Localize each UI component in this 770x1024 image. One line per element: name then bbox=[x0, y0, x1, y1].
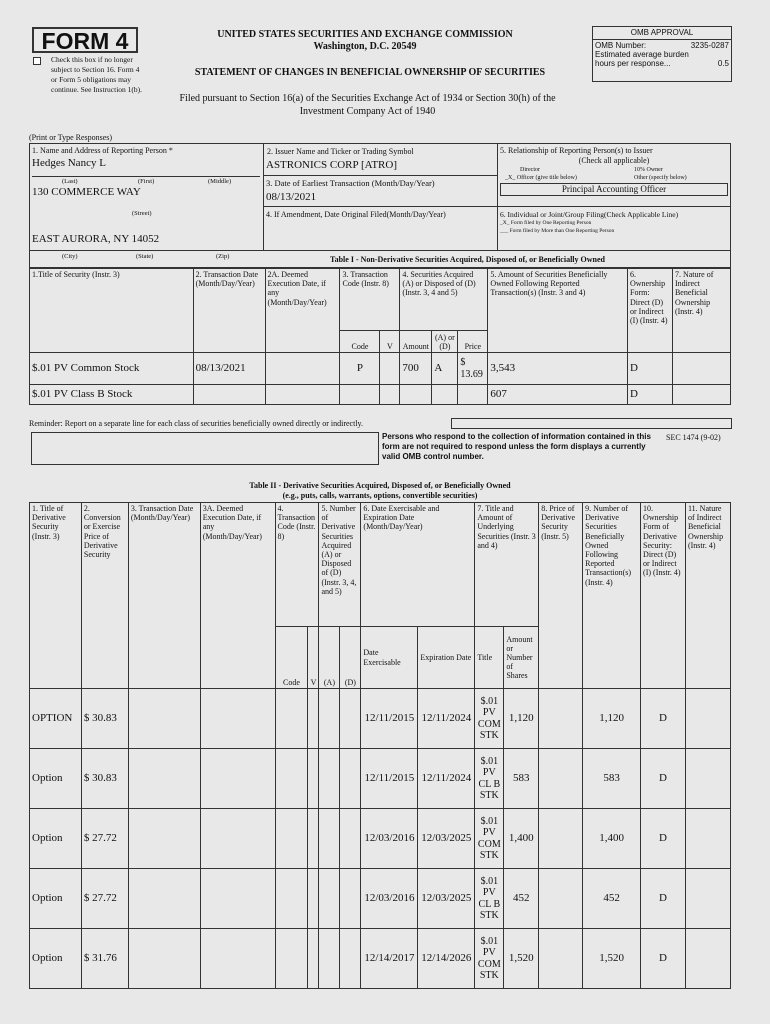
persons-notice: Persons who respond to the collection of information contained in this form are not required to respond unless the form displays a currently valid OMB control number. bbox=[382, 432, 651, 461]
officer-title: Principal Accounting Officer bbox=[500, 183, 728, 196]
divider bbox=[263, 206, 497, 207]
table-row bbox=[30, 749, 731, 809]
t1-v bbox=[380, 353, 400, 385]
table1-non-derivative bbox=[29, 268, 731, 405]
omb-number-label: OMB Number: bbox=[595, 41, 647, 50]
box5-label: 5. Relationship of Reporting Person(s) to Issuer bbox=[500, 146, 653, 155]
t2-form: D bbox=[641, 809, 686, 869]
t2-title: Option bbox=[30, 929, 82, 989]
box3-label: 3. Date of Earliest Transaction (Month/Day/Year) bbox=[266, 178, 435, 188]
t1-header-code: 3. Transaction Code (Instr. 8) bbox=[340, 269, 400, 331]
t1-price: $ 13.69 bbox=[458, 353, 488, 385]
table-row bbox=[30, 929, 731, 989]
zip-label: (Zip) bbox=[216, 253, 230, 260]
t2-expiration: 12/03/2025 bbox=[418, 869, 475, 929]
t2-header-deemed: 3A. Deemed Execution Date, if any (Month/Day/Year) bbox=[200, 503, 275, 689]
t1-title: $.01 PV Class B Stock bbox=[30, 385, 194, 405]
other-option[interactable]: Other (specify below) bbox=[634, 175, 687, 181]
t2-sub-expiration: Expiration Date bbox=[418, 627, 475, 689]
t1-sub-amount: Amount bbox=[400, 331, 432, 353]
t1-v bbox=[380, 385, 400, 405]
t1-sub-price: Price bbox=[458, 331, 488, 353]
box6-one-person[interactable]: _X_ Form filed by One Reporting Person bbox=[500, 220, 592, 226]
t2-form: D bbox=[641, 749, 686, 809]
reminder-left-box bbox=[31, 432, 379, 465]
t2-header-nature: 11. Nature of Indirect Beneficial Ownership (Instr. 4) bbox=[685, 503, 730, 689]
t2-header-deriv-price: 8. Price of Derivative Security (Instr. 5) bbox=[539, 503, 583, 689]
box4-label: 4. If Amendment, Date Original Filed(Month/Day/Year) bbox=[266, 210, 446, 219]
t2-underlying-title: $.01 PV COM STK bbox=[475, 689, 504, 749]
omb-hours: 0.5 bbox=[717, 59, 729, 68]
t2-underlying-title: $.01 PV COM STK bbox=[475, 929, 504, 989]
t2-owned: 1,400 bbox=[583, 809, 641, 869]
t1-form: D bbox=[628, 385, 673, 405]
t2-header-exercisable: 6. Date Exercisable and Expiration Date (Month/Day/Year) bbox=[361, 503, 475, 627]
omb-number-row bbox=[593, 40, 731, 50]
table-row bbox=[30, 869, 731, 929]
table2-subtitle: (e.g., puts, calls, warrants, options, convertible securities) bbox=[282, 491, 478, 500]
table-row bbox=[30, 689, 731, 749]
box6-label: 6. Individual or Joint/Group Filing(Check Applicable Line) bbox=[500, 210, 679, 219]
t1-deemed bbox=[265, 385, 340, 405]
ten-pct-owner-option[interactable]: 10% Owner bbox=[634, 167, 663, 173]
sec-code: SEC 1474 (9-02) bbox=[666, 433, 721, 442]
t1-owned: 607 bbox=[488, 385, 628, 405]
t1-deemed bbox=[265, 353, 340, 385]
t1-header-form: 6. Ownership Form: Direct (D) or Indirect (I) (Instr. 4) bbox=[628, 269, 673, 353]
state-label: (State) bbox=[136, 253, 154, 260]
form-title: FORM 4 bbox=[32, 27, 138, 53]
table1-title-row bbox=[29, 251, 731, 268]
first-label: (First) bbox=[138, 178, 155, 185]
omb-approval-box bbox=[592, 26, 732, 82]
reminder-right-box bbox=[451, 418, 732, 429]
box5-sub: (Check all applicable) bbox=[578, 156, 650, 165]
t2-underlying-amount: 1,520 bbox=[504, 929, 539, 989]
city-label: (City) bbox=[62, 253, 78, 260]
t2-underlying-amount: 583 bbox=[504, 749, 539, 809]
city-state-zip: EAST AURORA, NY 14052 bbox=[32, 233, 160, 245]
t2-price: $ 30.83 bbox=[81, 749, 128, 809]
divider bbox=[497, 143, 498, 251]
t2-form: D bbox=[641, 689, 686, 749]
t1-owned: 3,543 bbox=[488, 353, 628, 385]
t1-header-date: 2. Transaction Date (Month/Day/Year) bbox=[193, 269, 265, 353]
table1-title: Table I - Non-Derivative Securities Acquired, Disposed of, or Beneficially Owned bbox=[330, 255, 605, 264]
t2-price: $ 30.83 bbox=[81, 689, 128, 749]
t2-owned: 452 bbox=[583, 869, 641, 929]
t1-header-acquired: 4. Securities Acquired (A) or Disposed of (D) (Instr. 3, 4 and 5) bbox=[400, 269, 488, 331]
print-note: (Print or Type Responses) bbox=[29, 133, 113, 142]
t2-expiration: 12/11/2024 bbox=[418, 749, 475, 809]
t1-amount bbox=[400, 385, 432, 405]
t2-form: D bbox=[641, 869, 686, 929]
t2-title: Option bbox=[30, 869, 82, 929]
t1-amount: 700 bbox=[400, 353, 432, 385]
t2-header-title: 1. Title of Derivative Security (Instr. 3) bbox=[30, 503, 82, 689]
t2-date-exercisable: 12/14/2017 bbox=[361, 929, 418, 989]
t2-sub-amount-shares: Amount or Number of Shares bbox=[504, 627, 539, 689]
t1-nature bbox=[672, 353, 730, 385]
box1-label: 1. Name and Address of Reporting Person * bbox=[32, 146, 173, 155]
agency-location: Washington, D.C. 20549 bbox=[313, 41, 417, 52]
last-label: (Last) bbox=[62, 178, 78, 185]
table2-title: Table II - Derivative Securities Acquired, Disposed of, or Beneficially Owned bbox=[249, 481, 511, 490]
earliest-transaction-date: 08/13/2021 bbox=[266, 191, 317, 203]
t2-underlying-amount: 1,120 bbox=[504, 689, 539, 749]
no-longer-subject-checkbox[interactable] bbox=[33, 57, 41, 65]
t1-title: $.01 PV Common Stock bbox=[30, 353, 194, 385]
t2-header-code: 4. Transaction Code (Instr. 8) bbox=[275, 503, 319, 627]
t2-header-form: 10. Ownership Form of Derivative Security: Direct (D) or Indirect (I) (Instr. 4) bbox=[641, 503, 686, 689]
t2-title: Option bbox=[30, 809, 82, 869]
t1-price bbox=[458, 385, 488, 405]
table-row bbox=[30, 353, 731, 385]
t2-sub-a: (A) bbox=[319, 627, 340, 689]
t2-underlying-amount: 1,400 bbox=[504, 809, 539, 869]
agency-name: UNITED STATES SECURITIES AND EXCHANGE COMMISSION bbox=[217, 29, 513, 40]
t2-date-exercisable: 12/03/2016 bbox=[361, 869, 418, 929]
t2-price: $ 27.72 bbox=[81, 809, 128, 869]
t1-date: 08/13/2021 bbox=[193, 353, 265, 385]
street-address: 130 COMMERCE WAY bbox=[32, 186, 141, 198]
t1-nature bbox=[672, 385, 730, 405]
t2-date-exercisable: 12/11/2015 bbox=[361, 689, 418, 749]
table2-derivative bbox=[29, 502, 731, 989]
omb-burden-label: Estimated average burden bbox=[595, 50, 689, 59]
checkbox-note: Check this box if no longer subject to Section 16. Form 4 or Form 5 obligations may continue. See Instruction 1(b). bbox=[51, 55, 143, 94]
t2-header-number: 5. Number of Derivative Securities Acquired (A) or Disposed of (D) (Instr. 3, 4, and 5) bbox=[319, 503, 361, 627]
t2-date-exercisable: 12/03/2016 bbox=[361, 809, 418, 869]
box2-label: 2. Issuer Name and Ticker or Trading Symbol bbox=[267, 147, 414, 156]
divider bbox=[263, 143, 264, 251]
t2-expiration: 12/14/2026 bbox=[418, 929, 475, 989]
t2-sub-v: V bbox=[308, 627, 319, 689]
table-row bbox=[30, 809, 731, 869]
t2-expiration: 12/03/2025 bbox=[418, 809, 475, 869]
t2-title: OPTION bbox=[30, 689, 82, 749]
t1-code: P bbox=[340, 353, 380, 385]
omb-hours-label: hours per response... bbox=[595, 59, 671, 68]
officer-option[interactable]: _X_ Officer (give title below) bbox=[505, 175, 577, 181]
street-label: (Street) bbox=[132, 210, 152, 217]
omb-hours-row bbox=[593, 59, 731, 68]
box6-more-persons[interactable]: ___ Form filed by More than One Reporting Person bbox=[500, 228, 615, 234]
t2-sub-title: Title bbox=[475, 627, 504, 689]
t1-sub-v: V bbox=[380, 331, 400, 353]
t1-header-deemed: 2A. Deemed Execution Date, if any (Month/Day/Year) bbox=[265, 269, 340, 353]
t1-aord: A bbox=[432, 353, 458, 385]
table-row bbox=[30, 385, 731, 405]
t2-header-underlying: 7. Title and Amount of Underlying Securities (Instr. 3 and 4) bbox=[475, 503, 539, 627]
middle-label: (Middle) bbox=[208, 178, 232, 185]
issuer-name-ticker: ASTRONICS CORP [ATRO] bbox=[266, 159, 398, 171]
t2-title: Option bbox=[30, 749, 82, 809]
t2-underlying-title: $.01 PV COM STK bbox=[475, 809, 504, 869]
t2-header-owned: 9. Number of Derivative Securities Beneficially Owned Following Reported Transaction(s) (Instr. 4) bbox=[583, 503, 641, 689]
t1-sub-aord: (A) or (D) bbox=[432, 331, 458, 353]
t2-underlying-title: $.01 PV CL B STK bbox=[475, 869, 504, 929]
t2-expiration: 12/11/2024 bbox=[418, 689, 475, 749]
t2-sub-code: Code bbox=[275, 627, 308, 689]
t2-price: $ 31.76 bbox=[81, 929, 128, 989]
t1-date bbox=[193, 385, 265, 405]
divider bbox=[32, 176, 260, 177]
t1-aord bbox=[432, 385, 458, 405]
t2-owned: 1,120 bbox=[583, 689, 641, 749]
t2-price: $ 27.72 bbox=[81, 869, 128, 929]
t1-header-nature: 7. Nature of Indirect Beneficial Ownership (Instr. 4) bbox=[672, 269, 730, 353]
omb-number: 3235-0287 bbox=[690, 41, 729, 50]
filed-pursuant-line1: Filed pursuant to Section 16(a) of the Securities Exchange Act of 1934 or Section 30(h) of the bbox=[179, 93, 556, 104]
t1-header-owned: 5. Amount of Securities Beneficially Owned Following Reported Transaction(s) (Instr. 3 and 4) bbox=[488, 269, 628, 353]
t2-header-date: 3. Transaction Date (Month/Day/Year) bbox=[128, 503, 200, 689]
omb-title: OMB APPROVAL bbox=[593, 27, 731, 40]
t2-form: D bbox=[641, 929, 686, 989]
t2-sub-date-exercisable: Date Exercisable bbox=[361, 627, 418, 689]
t1-code bbox=[340, 385, 380, 405]
t2-owned: 1,520 bbox=[583, 929, 641, 989]
t2-underlying-amount: 452 bbox=[504, 869, 539, 929]
t2-date-exercisable: 12/11/2015 bbox=[361, 749, 418, 809]
t1-form: D bbox=[628, 353, 673, 385]
t1-sub-code: Code bbox=[340, 331, 380, 353]
reporting-person-name: Hedges Nancy L bbox=[32, 157, 106, 169]
t1-header-title: 1.Title of Security (Instr. 3) bbox=[30, 269, 194, 353]
statement-title: STATEMENT OF CHANGES IN BENEFICIAL OWNERSHIP OF SECURITIES bbox=[194, 67, 546, 78]
t2-header-price: 2. Conversion or Exercise Price of Derivative Security bbox=[81, 503, 128, 689]
t2-underlying-title: $.01 PV CL B STK bbox=[475, 749, 504, 809]
divider bbox=[497, 206, 731, 207]
divider bbox=[263, 175, 497, 176]
t2-sub-d: (D) bbox=[340, 627, 361, 689]
t2-owned: 583 bbox=[583, 749, 641, 809]
reminder-text: Reminder: Report on a separate line for each class of securities beneficially owned directly or indirectly. bbox=[29, 419, 364, 428]
filed-pursuant-line2: Investment Company Act of 1940 bbox=[299, 106, 436, 117]
director-option[interactable]: Director bbox=[520, 167, 540, 173]
